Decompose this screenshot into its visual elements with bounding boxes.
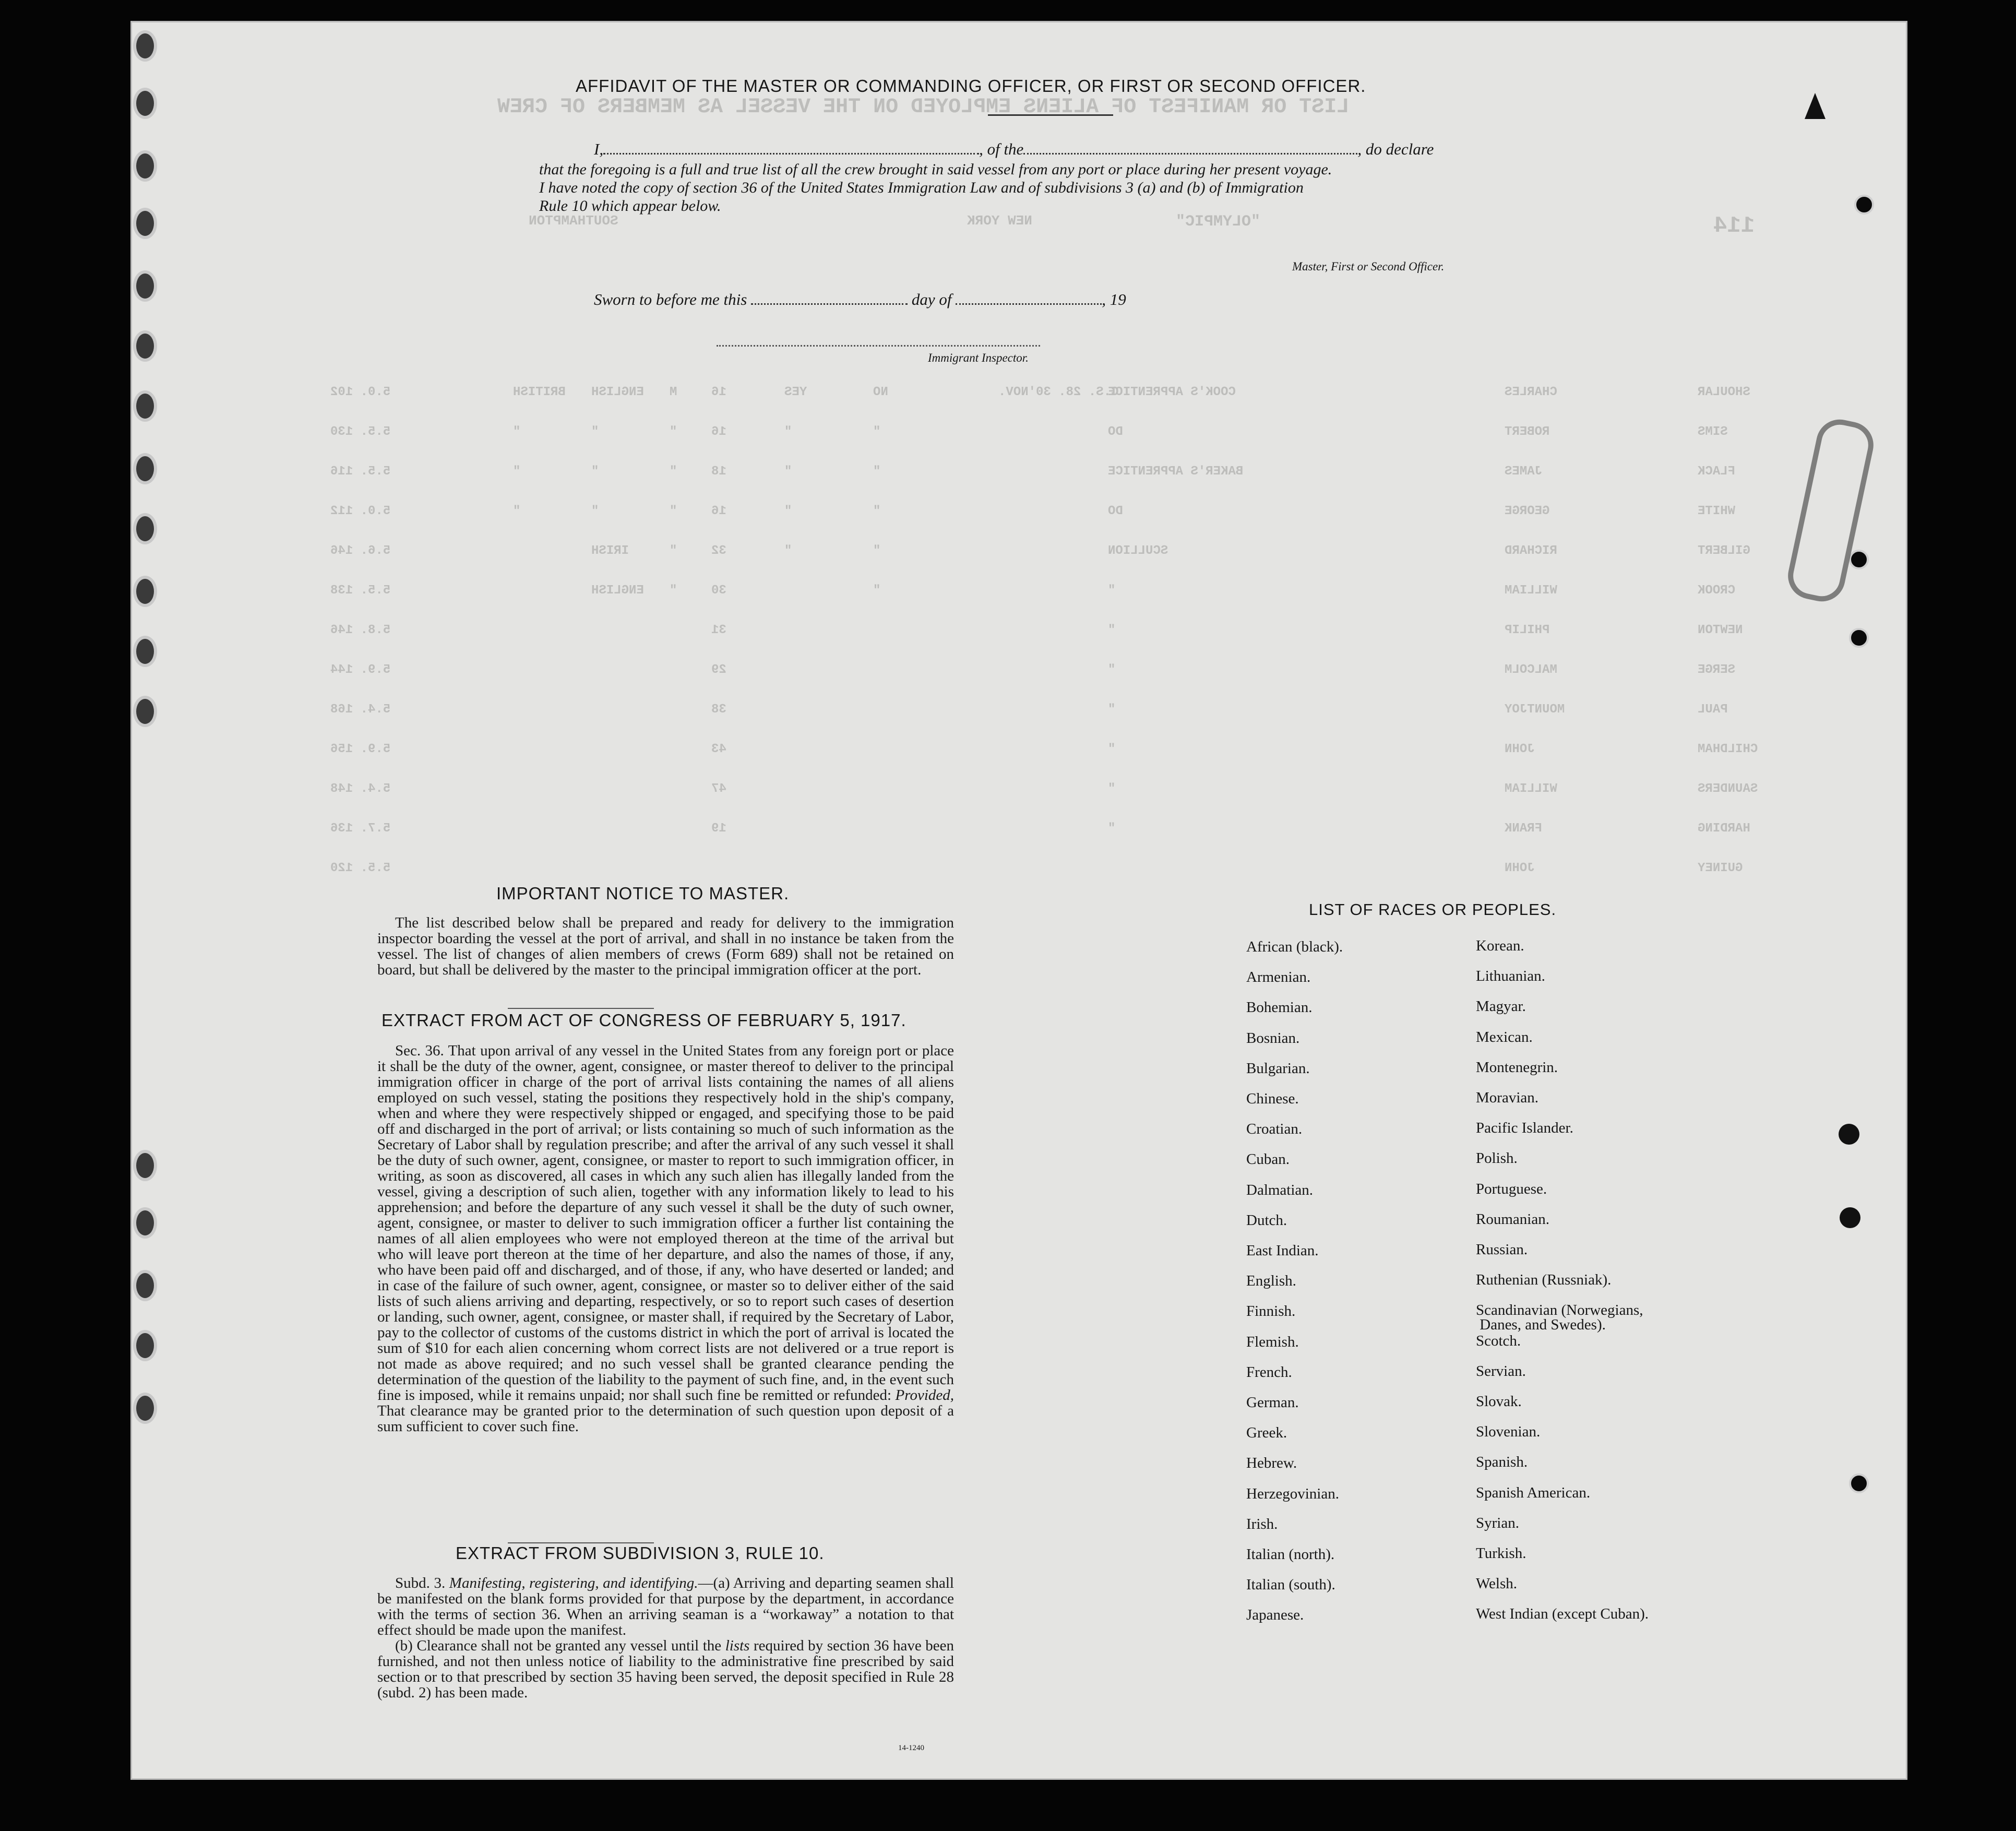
affidavit-line3: I have noted the copy of section 36 of the United States Immigration Law and of subdivisions 3 (a) and (b) of Immigration bbox=[539, 179, 1304, 196]
bleedthrough-cell: GUINEY bbox=[1698, 861, 1743, 875]
bleedthrough-cell: " bbox=[513, 465, 521, 479]
punch-hole bbox=[133, 1207, 157, 1239]
bleedthrough-cell: SIMS bbox=[1698, 425, 1728, 439]
race-item: English. bbox=[1246, 1273, 1296, 1290]
race-item: Flemish. bbox=[1246, 1333, 1299, 1350]
race-item: Cuban. bbox=[1246, 1151, 1290, 1168]
race-item: Scandinavian (Norwegians, Danes, and Swedes). bbox=[1476, 1302, 1643, 1334]
bleedthrough-cell: SAUNDERS bbox=[1698, 782, 1758, 796]
punch-hole bbox=[133, 150, 157, 182]
bleedthrough-cell: ENGLISH bbox=[591, 385, 644, 399]
bleedthrough-cell: " bbox=[591, 504, 599, 518]
race-item: Syrian. bbox=[1476, 1514, 1519, 1531]
extract2-title: EXTRACT FROM SUBDIVISION 3, RULE 10. bbox=[456, 1543, 825, 1563]
punch-hole bbox=[133, 1270, 157, 1301]
bleedthrough-cell: " bbox=[1108, 703, 1116, 717]
bleedthrough-cell: YES bbox=[784, 385, 807, 399]
race-item: Irish. bbox=[1246, 1515, 1278, 1532]
bleedthrough-cell: " bbox=[873, 544, 881, 558]
notice-divider bbox=[508, 1008, 654, 1009]
race-item: Bohemian. bbox=[1246, 999, 1313, 1016]
bleedthrough-cell: 5.0. 102 bbox=[330, 385, 391, 399]
subd-label: Subd. 3. bbox=[395, 1575, 446, 1591]
notice-body: The list described below shall be prepared and ready for delivery to the immigration inspector boarding the vessel at the port of arrival, and shall in no instance be taken from the vessel. The list of changes of alien members of crews (Form 689) shall not be retained on board, but shall be delivered by the master to the principal immigration officer at the port. bbox=[377, 914, 954, 978]
punch-hole bbox=[133, 1150, 157, 1181]
race-item: Chinese. bbox=[1246, 1090, 1299, 1107]
bleedthrough-cell: " bbox=[784, 504, 792, 518]
punch-hole bbox=[133, 390, 157, 422]
race-item: Dalmatian. bbox=[1246, 1181, 1314, 1198]
bleedthrough-cell: " bbox=[591, 425, 599, 439]
race-item: Slovak. bbox=[1476, 1393, 1522, 1410]
sworn-line bbox=[594, 290, 1126, 309]
bleedthrough-cell: " bbox=[670, 425, 677, 439]
race-item: Servian. bbox=[1476, 1362, 1526, 1380]
race-item: African (black). bbox=[1246, 938, 1343, 955]
race-item: Korean. bbox=[1476, 937, 1524, 954]
punch-hole bbox=[133, 1393, 157, 1424]
punch-hole bbox=[133, 576, 157, 607]
bleedthrough-cell: 19 bbox=[711, 822, 726, 836]
bleedthrough-cell: M bbox=[670, 385, 677, 399]
bleedthrough-cell: 16 bbox=[711, 504, 726, 518]
race-item: East Indian. bbox=[1246, 1242, 1319, 1259]
i-label: I, bbox=[594, 140, 604, 158]
race-item: Dutch. bbox=[1246, 1211, 1287, 1229]
bleedthrough-cell: " bbox=[1108, 822, 1116, 836]
sec36-text: That upon arrival of any vessel in the United States from any foreign port or place it shall be the duty of the owner, agent, consignee, or master thereof to deliver to the principal immigration officer in charge of the port of arrival lists containing the names of all aliens employed on such vessel, stating the positions they respectively hold in the ship's company, when and where they were respectively shipped or engaged, and specifying those to be paid off and discharged in the port of arrival; or lists containing so much of such information as the Secretary of Labor shall by regulation prescribe; and after the arrival of any such vessel it shall be the duty of such owner, agent, consignee, or master to report to such immigration officer, in writing, as soon as discovered, all cases in which any such alien has illegally landed from the vessel, giving a description of such alien, together with any information likely to lead to his apprehension; and before the departure of any such vessel it shall be the duty of such owner, agent, consignee, or master to deliver to such immigration officer a further list containing the names of all alien employees who were not employed thereon at the time of the arrival but who will leave port thereon at the time of her departure, and also the names of those, if any, who have been paid off and discharged, and of those, if any, who have deserted or landed; and in case of the failure of such owner, agent, consignee, or master so to deliver either of the said lists of such aliens arriving and departing, respectively, or so to report such cases of desertion or landing, such owner, agent, consignee, or master shall, if required by the Secretary of Labor, pay to the collector of customs of the customs district in which the port of arrival is located the sum of $10 for each alien concerning whom correct lists are not delivered or a true report is not made as above required; and no such vessel shall be granted clearance pending the determination of the question of the liability to the payment of such fine, and, in the event such fine is imposed, while it remains unpaid; nor shall such fine be remitted or refunded: bbox=[377, 1042, 954, 1404]
bleedthrough-cell: " bbox=[670, 504, 677, 518]
sworn-label: Sworn to before me this bbox=[594, 290, 747, 308]
bleedthrough-cell: 32 bbox=[711, 544, 726, 558]
subd-a-body: Arriving and departing seamen shall be manifested on the blank forms provided for that purpose by the department, in accordance with the terms of section 36. When an arriving seaman is a “workaway” a notation to that effect should be made upon the manifest. bbox=[377, 1575, 954, 1638]
notice-title: IMPORTANT NOTICE TO MASTER. bbox=[496, 884, 790, 903]
subd-a-label: —(a) bbox=[698, 1575, 730, 1591]
subd-b-lists: lists bbox=[725, 1637, 750, 1654]
pencil-mark-8 bbox=[1784, 415, 1878, 605]
bleedthrough-cell: 5.9. 144 bbox=[330, 663, 391, 677]
race-item: Russian. bbox=[1476, 1241, 1528, 1258]
bleedthrough-cell: " bbox=[784, 544, 792, 558]
sworn-date-field bbox=[751, 303, 908, 305]
bleedthrough-cell: 5.5. 120 bbox=[330, 861, 391, 875]
sworn-month-field bbox=[956, 303, 1102, 305]
year-label: , 19 bbox=[1102, 290, 1126, 308]
race-item: Spanish American. bbox=[1476, 1484, 1591, 1501]
race-item: French. bbox=[1246, 1363, 1292, 1381]
bleedthrough-cell: BRITISH bbox=[513, 385, 566, 399]
ring-mark bbox=[1849, 628, 1869, 648]
bleedthrough-cell: " bbox=[513, 425, 521, 439]
affidavit-title: AFFIDAVIT OF THE MASTER OR COMMANDING OFFICER, OR FIRST OR SECOND OFFICER. bbox=[576, 76, 1366, 96]
bleedthrough-cell: SCULLION bbox=[1108, 544, 1168, 558]
race-item: Magyar. bbox=[1476, 998, 1526, 1015]
bleedthrough-cell: " bbox=[1108, 742, 1116, 756]
race-item: Moravian. bbox=[1476, 1089, 1538, 1106]
punch-hole bbox=[133, 270, 157, 302]
race-item: Herzegovinian. bbox=[1246, 1485, 1339, 1502]
race-item: Hebrew. bbox=[1246, 1455, 1297, 1472]
bleedthrough-cell: PHILIP bbox=[1505, 623, 1550, 637]
punch-hole bbox=[133, 636, 157, 667]
affidavit-line4: Rule 10 which appear below. bbox=[539, 197, 721, 215]
bleedthrough-cell: WILLIAM bbox=[1505, 584, 1557, 598]
sec36-text-end: That clearance may be granted prior to the determination of such question upon deposit of a sum sufficient to cover such fine. bbox=[377, 1402, 954, 1435]
bleedthrough-cell: " bbox=[670, 544, 677, 558]
bleedthrough-cell: 5.5. 130 bbox=[330, 425, 391, 439]
affidavit-line2: that the foregoing is a full and true list of all the crew brought in said vessel from any port or place during her present voyage. bbox=[539, 161, 1332, 178]
extract1-title: EXTRACT FROM ACT OF CONGRESS OF FEBRUARY 5, 1917. bbox=[381, 1010, 906, 1030]
bleedthrough-cell: " bbox=[1108, 663, 1116, 677]
punch-hole bbox=[133, 696, 157, 727]
bleedthrough-cell: " bbox=[784, 425, 792, 439]
race-item: Turkish. bbox=[1476, 1545, 1526, 1562]
race-item: Roumanian. bbox=[1476, 1210, 1549, 1228]
race-item: West Indian (except Cuban). bbox=[1476, 1606, 1649, 1623]
vessel-field bbox=[1023, 153, 1357, 154]
bleedthrough-cell: WILLIAM bbox=[1505, 782, 1557, 796]
provided-label: Provided, bbox=[895, 1387, 955, 1404]
bleedthrough-cell: " bbox=[784, 465, 792, 479]
bleedthrough-cell: 47 bbox=[711, 782, 726, 796]
bleedthrough-cell: GEORGE bbox=[1505, 504, 1550, 518]
subd-b-body-1: Clearance shall not be granted any vessel until the bbox=[416, 1637, 722, 1654]
bleedthrough-cell: " bbox=[1108, 623, 1116, 637]
race-item: Portuguese. bbox=[1476, 1180, 1547, 1197]
bleedthrough-cell: JOHN bbox=[1505, 742, 1535, 756]
bleedthrough-cell: " bbox=[513, 504, 521, 518]
race-item: Welsh. bbox=[1476, 1575, 1518, 1592]
race-item: Bosnian. bbox=[1246, 1029, 1300, 1047]
race-item: Spanish. bbox=[1476, 1454, 1528, 1471]
bleedthrough-cell: 5.6. 146 bbox=[330, 544, 391, 558]
bleedthrough-cell: 16 bbox=[711, 385, 726, 399]
bleedthrough-cell: MALCOLM bbox=[1505, 663, 1557, 677]
bleedthrough-cell: " bbox=[873, 504, 881, 518]
bleedthrough-cell: 16 bbox=[711, 425, 726, 439]
day-of-label: day of bbox=[911, 290, 952, 308]
bleedthrough-cell: 30 bbox=[711, 584, 726, 598]
sec-label: Sec. 36. bbox=[395, 1042, 444, 1059]
bleedthrough-cell: GILBERT bbox=[1698, 544, 1750, 558]
bleedthrough-cell: NO bbox=[873, 385, 888, 399]
bleedthrough-cell: JOHN bbox=[1505, 861, 1535, 875]
punch-hole bbox=[133, 30, 157, 62]
bleedthrough-cell: " bbox=[591, 465, 599, 479]
corner-tab-mark bbox=[1805, 93, 1826, 119]
bleedthrough-text: LIST OR MANIFEST OF ALIENS EMPLOYED ON THE VESSEL AS MEMBERS OF CREW bbox=[497, 96, 1350, 119]
inspector-caption: Immigrant Inspector. bbox=[928, 351, 1029, 364]
bleedthrough-text: NEW YORK bbox=[967, 213, 1032, 229]
bleedthrough-cell: " bbox=[1108, 782, 1116, 796]
race-item: German. bbox=[1246, 1394, 1299, 1411]
punch-hole bbox=[133, 453, 157, 484]
race-item: Ruthenian (Russniak). bbox=[1476, 1271, 1612, 1289]
punch-hole bbox=[133, 330, 157, 362]
bleedthrough-cell: SHOULAR bbox=[1698, 385, 1750, 399]
subd-b-label: (b) bbox=[395, 1637, 413, 1654]
bleedthrough-cell: IRISH bbox=[591, 544, 629, 558]
race-item: Armenian. bbox=[1246, 969, 1311, 986]
race-item: Italian (south). bbox=[1246, 1576, 1335, 1594]
bleedthrough-cell: ENGLISH bbox=[591, 584, 644, 598]
bleedthrough-cell: ROBERT bbox=[1505, 425, 1550, 439]
ring-mark bbox=[1849, 550, 1869, 569]
subd-heading: Manifesting, registering, and identifying. bbox=[449, 1575, 698, 1591]
race-item: Mexican. bbox=[1476, 1028, 1533, 1045]
bleedthrough-cell: 5.4. 148 bbox=[330, 782, 391, 796]
race-item: Scotch. bbox=[1476, 1332, 1521, 1349]
signature-caption: Master, First or Second Officer. bbox=[1292, 260, 1445, 273]
bleedthrough-cell: DO bbox=[1108, 425, 1123, 439]
bleedthrough-text: "OLYMPIC" bbox=[1176, 213, 1261, 231]
bleedthrough-cell: WHITE bbox=[1698, 504, 1736, 518]
bleedthrough-cell: C.S. 28. 30'NOV. bbox=[998, 385, 1119, 399]
bleedthrough-cell: " bbox=[873, 465, 881, 479]
extract1-body bbox=[377, 1043, 954, 1434]
race-item: Polish. bbox=[1476, 1150, 1518, 1167]
punch-hole bbox=[133, 1330, 157, 1361]
bleedthrough-cell: 18 bbox=[711, 465, 726, 479]
bleedthrough-cell: CROOK bbox=[1698, 584, 1736, 598]
bleedthrough-cell: 5.4. 168 bbox=[330, 703, 391, 717]
affidavit-underline bbox=[988, 114, 1113, 116]
bleedthrough-cell: MOUNTJOY bbox=[1505, 703, 1565, 717]
bleedthrough-cell: PAUL bbox=[1698, 703, 1728, 717]
bleedthrough-cell: SERGE bbox=[1698, 663, 1736, 677]
race-item: Japanese. bbox=[1246, 1607, 1304, 1624]
bleedthrough-cell: CHILDHAM bbox=[1698, 742, 1758, 756]
bleedthrough-cell: 31 bbox=[711, 623, 726, 637]
ink-dot bbox=[1840, 1207, 1860, 1228]
bleedthrough-cell: RICHARD bbox=[1505, 544, 1557, 558]
race-item: Croatian. bbox=[1246, 1121, 1303, 1138]
bleedthrough-cell: " bbox=[1108, 584, 1116, 598]
ink-dot bbox=[1839, 1124, 1859, 1145]
race-item: Lithuanian. bbox=[1476, 968, 1545, 985]
bleedthrough-cell: CHARLES bbox=[1505, 385, 1557, 399]
bleedthrough-text: SOUTHAMPTON bbox=[529, 213, 618, 229]
bleedthrough-cell: 29 bbox=[711, 663, 726, 677]
bleedthrough-text: 114 bbox=[1713, 213, 1755, 239]
bleedthrough-cell: 5.8. 146 bbox=[330, 623, 391, 637]
race-item: Finnish. bbox=[1246, 1303, 1296, 1320]
race-item: Italian (north). bbox=[1246, 1546, 1335, 1563]
extract2-body bbox=[377, 1575, 954, 1701]
race-item: Slovenian. bbox=[1476, 1423, 1541, 1441]
punch-hole bbox=[133, 208, 157, 239]
bleedthrough-cell: 38 bbox=[711, 703, 726, 717]
bleedthrough-cell: FLACK bbox=[1698, 465, 1736, 479]
bleedthrough-cell: DO bbox=[1108, 504, 1123, 518]
bleedthrough-cell: 43 bbox=[711, 742, 726, 756]
bleedthrough-cell: 5.9. 156 bbox=[330, 742, 391, 756]
of-the-label: , of the bbox=[979, 140, 1024, 158]
bleedthrough-cell: JAMES bbox=[1505, 465, 1543, 479]
bleedthrough-cell: NEWTON bbox=[1698, 623, 1743, 637]
races-title: LIST OF RACES OR PEOPLES. bbox=[1309, 900, 1557, 919]
bleedthrough-cell: COOK'S APPRENTICE bbox=[1108, 385, 1236, 399]
form-code: 14-1240 bbox=[898, 1744, 924, 1752]
bleedthrough-cell: BAKER'S APPRENTICE bbox=[1108, 465, 1244, 479]
race-item: Bulgarian. bbox=[1246, 1060, 1310, 1077]
race-item: Montenegrin. bbox=[1476, 1059, 1558, 1076]
ring-mark bbox=[1854, 195, 1874, 215]
bleedthrough-cell: 5.5. 116 bbox=[330, 465, 391, 479]
race-item: Pacific Islander. bbox=[1476, 1120, 1573, 1137]
bleedthrough-cell: HARDING bbox=[1698, 822, 1750, 836]
ring-mark bbox=[1849, 1473, 1869, 1493]
race-item: Greek. bbox=[1246, 1424, 1287, 1442]
declare-label: , do declare bbox=[1357, 140, 1434, 158]
bleedthrough-cell: 5.7. 136 bbox=[330, 822, 391, 836]
bleedthrough-cell: FRANK bbox=[1505, 822, 1543, 836]
affidavit-line1 bbox=[594, 140, 1434, 159]
bleedthrough-cell: " bbox=[873, 584, 881, 598]
punch-hole bbox=[133, 513, 157, 544]
inspector-signature-line bbox=[717, 345, 1040, 347]
document-page bbox=[130, 21, 1907, 1780]
bleedthrough-cell: " bbox=[873, 425, 881, 439]
bleedthrough-cell: " bbox=[670, 465, 677, 479]
punch-hole bbox=[133, 88, 157, 119]
subd-b-body-2: required by section 36 have been furnished, and not then unless notice of liability to the administrative fine prescribed by said section or to that prescribed by section 35 having been served, the deposit specified in Rule 28 (subd. 2) has been made. bbox=[377, 1637, 954, 1701]
bleedthrough-cell: 5.5. 138 bbox=[330, 584, 391, 598]
bleedthrough-cell: 5.0. 112 bbox=[330, 504, 391, 518]
bleedthrough-cell: " bbox=[670, 584, 677, 598]
name-field bbox=[603, 153, 979, 154]
